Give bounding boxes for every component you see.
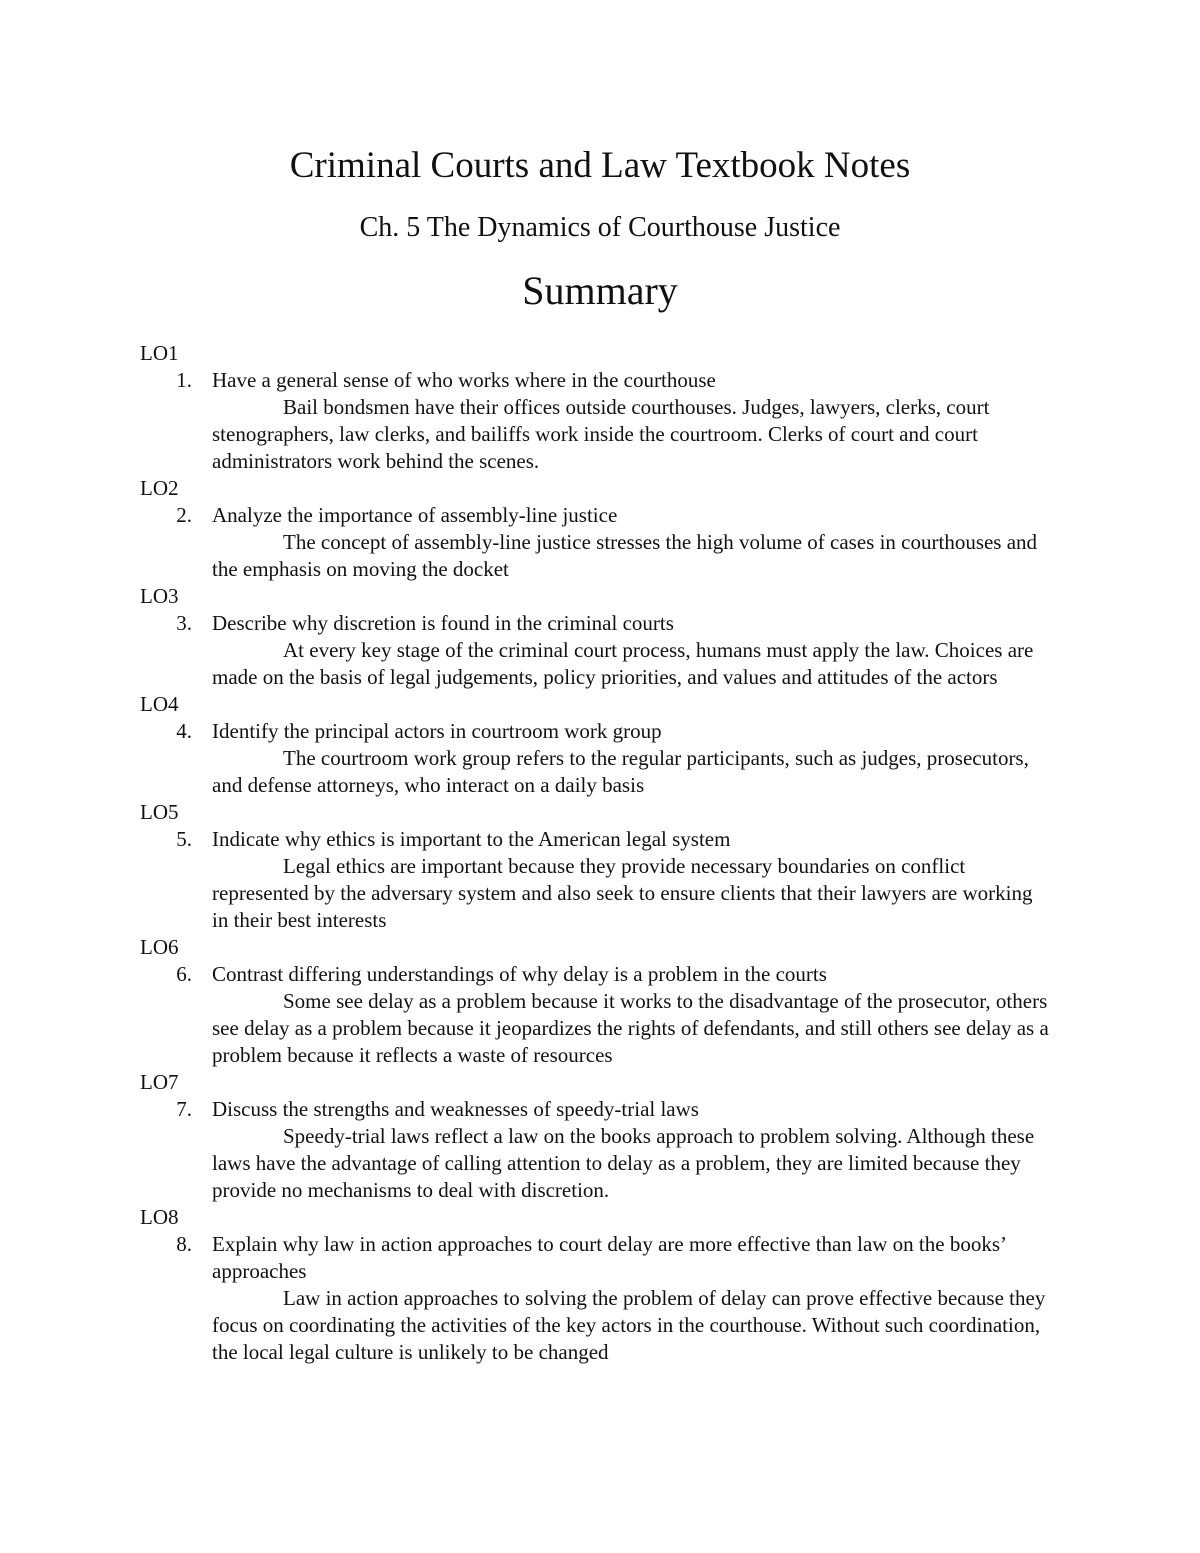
summary-text: Bail bondsmen have their offices outside courthouses. Judges, lawyers, clerks, court stenographers, law clerks, and bailiffs work inside the courtroom. Clerks of court and court administrators work behind the scenes.	[212, 395, 990, 473]
summary-text: Legal ethics are important because they provide necessary boundaries on conflict represented by the adversary system and also seek to ensure clients that their lawyers are working in their best interests	[212, 854, 1033, 932]
list-item	[0, 961, 1052, 1069]
list-item	[0, 610, 1052, 691]
objective-text: Identify the principal actors in courtroom work group	[212, 719, 662, 743]
section-heading: Summary	[522, 268, 678, 313]
lo-label: LO6	[140, 935, 179, 959]
list-number: 4.	[176, 719, 192, 743]
objective-text: Indicate why ethics is important to the American legal system	[212, 827, 731, 851]
objective-text: Explain why law in action approaches to court delay are more effective than law on the books’ approaches	[212, 1232, 1006, 1283]
list-item	[0, 1096, 1052, 1204]
list-number: 6.	[176, 962, 192, 986]
summary-text: Law in action approaches to solving the problem of delay can prove effective because they focus on coordinating the activities of the key actors in the courthouse. Without such coordination, the local legal culture is unlikely to be changed	[212, 1286, 1046, 1364]
lo-label: LO4	[140, 692, 179, 716]
summary-text: The courtroom work group refers to the regular participants, such as judges, prosecutors, and defense attorneys, who interact on a daily basis	[212, 746, 1029, 797]
chapter-title: Ch. 5 The Dynamics of Courthouse Justice	[359, 212, 841, 243]
objective-text: Have a general sense of who works where in the courthouse	[212, 368, 716, 392]
summary-text: Some see delay as a problem because it works to the disadvantage of the prosecutor, others see delay as a problem because it jeopardizes the rights of defendants, and still others see delay as a problem because it reflects a waste of resources	[212, 989, 1049, 1067]
list-item	[0, 367, 1052, 475]
lo-label: LO2	[140, 476, 179, 500]
list-item	[0, 1231, 1052, 1366]
objectives-list	[0, 340, 1200, 1366]
lo-label: LO1	[140, 341, 179, 365]
summary-text: At every key stage of the criminal court process, humans must apply the law. Choices are made on the basis of legal judgements, policy priorities, and values and attitudes of the actors	[212, 638, 1034, 689]
list-number: 8.	[176, 1232, 192, 1256]
summary-text: The concept of assembly-line justice stresses the high volume of cases in courthouses and the emphasis on moving the docket	[212, 530, 1038, 581]
summary-text: Speedy-trial laws reflect a law on the books approach to problem solving. Although these laws have the advantage of calling attention to delay as a problem, they are limited because they provide no mechanisms to deal with discretion.	[212, 1124, 1035, 1202]
list-number: 5.	[176, 827, 192, 851]
list-item	[0, 718, 1052, 799]
list-number: 7.	[176, 1097, 192, 1121]
lo-label: LO3	[140, 584, 179, 608]
list-item	[0, 502, 1052, 583]
objective-text: Analyze the importance of assembly-line justice	[212, 503, 618, 527]
objective-text: Describe why discretion is found in the criminal courts	[212, 611, 674, 635]
document-title: Criminal Courts and Law Textbook Notes	[289, 145, 911, 186]
lo-label: LO5	[140, 800, 179, 824]
list-number: 2.	[176, 503, 192, 527]
list-number: 3.	[176, 611, 192, 635]
list-number: 1.	[176, 368, 192, 392]
objective-text: Contrast differing understandings of why delay is a problem in the courts	[212, 962, 827, 986]
objective-text: Discuss the strengths and weaknesses of speedy-trial laws	[212, 1097, 699, 1121]
list-item	[0, 826, 1052, 934]
lo-label: LO8	[140, 1205, 179, 1229]
lo-label: LO7	[140, 1070, 179, 1094]
